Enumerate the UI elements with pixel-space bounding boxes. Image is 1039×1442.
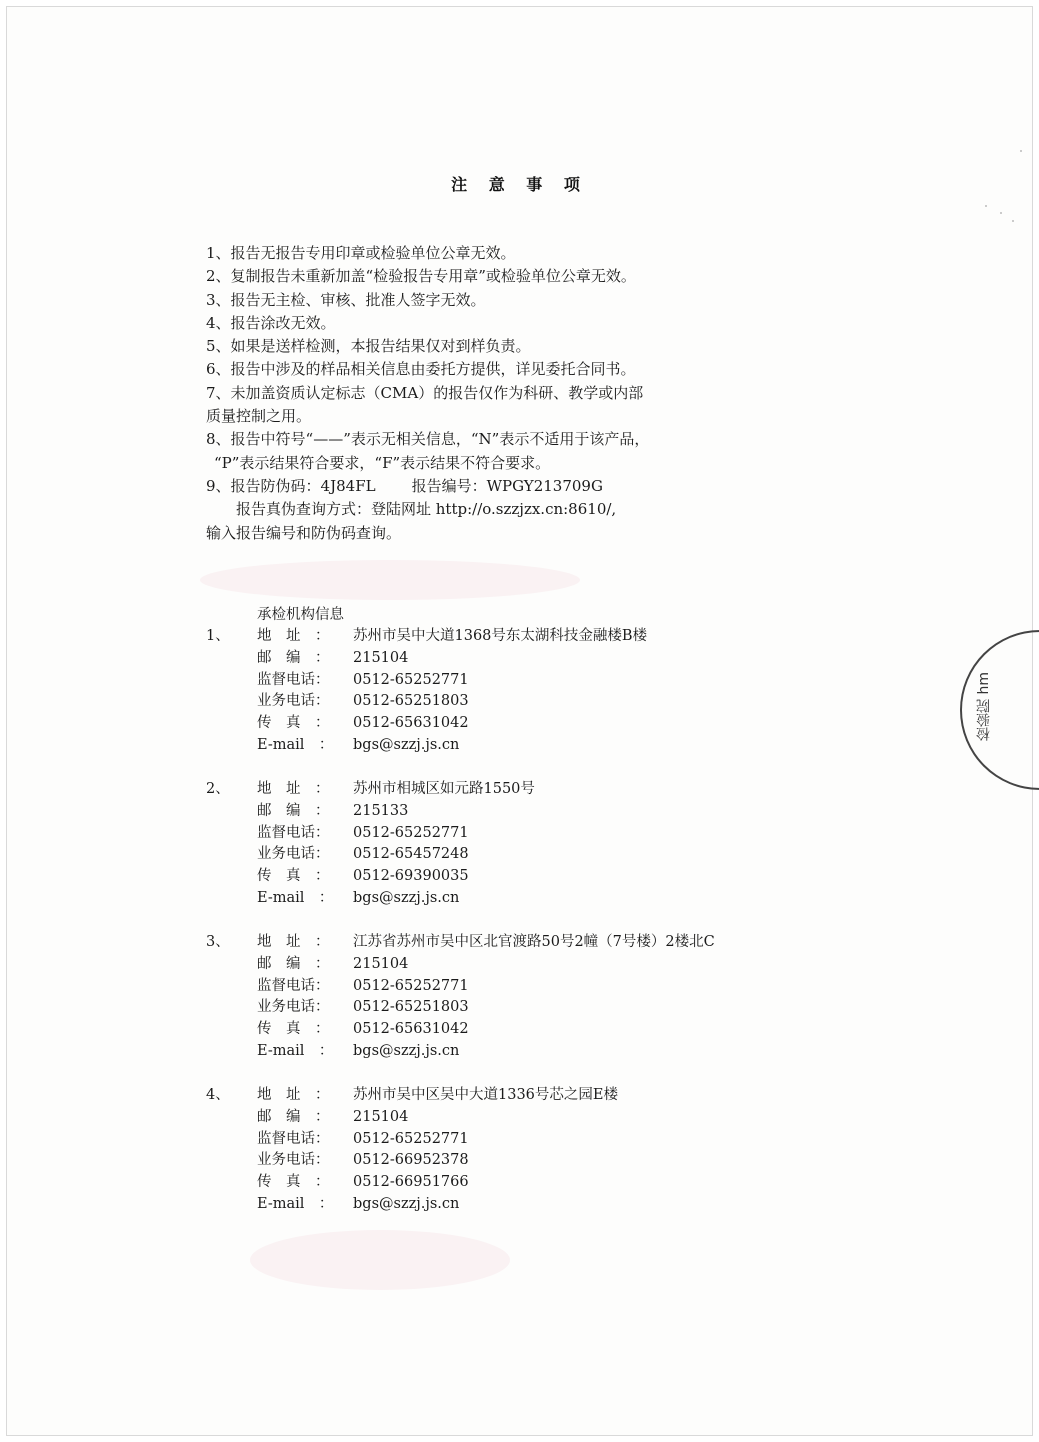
business-tel-label: 业务电话： — [257, 1152, 330, 1169]
scan-smudge — [250, 1230, 510, 1290]
notice-item-continued: 质量控制之用。 — [206, 407, 312, 426]
verification-method-continued: 输入报告编号和防伪码查询。 — [206, 523, 402, 542]
fax-label: 传 真 ： — [257, 1021, 330, 1038]
notice-item: 5、如果是送样检测，本报告结果仅对到样负责。 — [206, 337, 531, 356]
address-value: 江苏省苏州市吴中区北官渡路50号2幢（7号楼）2楼北C — [353, 934, 715, 950]
notice-item-code — [206, 475, 846, 498]
email-label: E-mail ： — [257, 889, 334, 906]
fax-label: 传 真 ： — [257, 868, 330, 885]
branch-1 — [206, 626, 846, 757]
report-number: 报告编号：WPGY213709G — [411, 476, 603, 495]
postcode-label: 邮 编 ： — [257, 802, 330, 819]
notice-item: 3、报告无主检、审核、批准人签字无效。 — [206, 290, 486, 309]
fax-label: 传 真 ： — [257, 715, 330, 732]
business-tel-value: 0512-65251803 — [353, 693, 469, 710]
address-value: 苏州市相城区如元路1550号 — [353, 781, 535, 797]
supervise-tel-value: 0512-65252771 — [353, 671, 469, 688]
supervise-tel-label: 监督电话： — [257, 824, 330, 841]
supervise-tel-label: 监督电话： — [257, 1130, 330, 1147]
postcode-label: 邮 编 ： — [257, 1108, 330, 1125]
branch-number: 2、 — [206, 781, 230, 797]
scan-speck — [1012, 220, 1014, 222]
branch-number: 1、 — [206, 628, 230, 644]
notice-item: 2、复制报告未重新加盖“检验报告专用章”或检验单位公章无效。 — [206, 267, 636, 286]
branch-4 — [206, 1085, 846, 1216]
fax-value: 0512-65631042 — [353, 715, 469, 732]
scan-speck — [985, 205, 987, 207]
notice-item: 8、报告中符号“——”表示无相关信息，“N”表示不适用于该产品， — [206, 430, 650, 449]
email-label: E-mail ： — [257, 736, 334, 753]
notice-item: 6、报告中涉及的样品相关信息由委托方提供，详见委托合同书。 — [206, 360, 636, 379]
org-info-title: 承检机构信息 — [257, 607, 344, 623]
supervise-tel-label: 监督电话： — [257, 671, 330, 688]
address-label: 地 址 ： — [257, 781, 330, 797]
anti-counterfeit-code: 9、报告防伪码：4J84FL — [206, 476, 376, 495]
postcode-label: 邮 编 ： — [257, 649, 330, 666]
supervise-tel-label: 监督电话： — [257, 977, 330, 994]
business-tel-label: 业务电话： — [257, 999, 330, 1016]
business-tel-label: 业务电话： — [257, 846, 330, 863]
business-tel-label: 业务电话： — [257, 693, 330, 710]
postcode-value: 215104 — [353, 649, 409, 666]
email-label: E-mail ： — [257, 1195, 334, 1212]
email-value: bgs@szzj.js.cn — [353, 1042, 460, 1059]
fax-value: 0512-66951766 — [353, 1174, 469, 1191]
branch-3 — [206, 932, 846, 1063]
postcode-value: 215104 — [353, 955, 409, 972]
address-label: 地 址 ： — [257, 628, 330, 644]
notice-item: 1、报告无报告专用印章或检验单位公章无效。 — [206, 244, 516, 262]
scan-speck — [1000, 212, 1002, 214]
fax-value: 0512-65631042 — [353, 1021, 469, 1038]
email-label: E-mail ： — [257, 1042, 334, 1059]
notice-list — [206, 242, 846, 545]
branch-number: 4、 — [206, 1087, 230, 1103]
branch-2 — [206, 779, 846, 910]
address-value: 苏州市吴中大道1368号东太湖科技金融楼B楼 — [353, 628, 648, 644]
business-tel-value: 0512-66952378 — [353, 1152, 469, 1169]
email-value: bgs@szzj.js.cn — [353, 1195, 460, 1212]
email-value: bgs@szzj.js.cn — [353, 736, 460, 753]
supervise-tel-value: 0512-65252771 — [353, 1130, 469, 1147]
postcode-value: 215133 — [353, 802, 409, 819]
notice-item: 7、未加盖资质认定标志（CMA）的报告仅作为科研、教学或内部 — [206, 383, 644, 402]
scan-smudge — [200, 560, 580, 600]
address-value: 苏州市吴中区吴中大道1336号芯之园E楼 — [353, 1087, 618, 1103]
supervise-tel-value: 0512-65252771 — [353, 977, 469, 994]
email-value: bgs@szzj.js.cn — [353, 889, 460, 906]
fax-label: 传 真 ： — [257, 1174, 330, 1191]
supervise-tel-value: 0512-65252771 — [353, 824, 469, 841]
postcode-value: 215104 — [353, 1108, 409, 1125]
address-label: 地 址 ： — [257, 934, 330, 950]
address-label: 地 址 ： — [257, 1087, 330, 1103]
verification-method: 报告真伪查询方式：登陆网址 http://o.szzjzx.cn:8610/, — [236, 500, 617, 519]
fax-value: 0512-69390035 — [353, 868, 469, 885]
business-tel-value: 0512-65251803 — [353, 999, 469, 1016]
notice-item: 4、报告涂改无效。 — [206, 313, 336, 332]
postcode-label: 邮 编 ： — [257, 955, 330, 972]
page-title: 注 意 事 项 — [451, 175, 588, 194]
branch-number: 3、 — [206, 934, 230, 950]
seal-text: 检验院 hm — [976, 672, 992, 741]
notice-item-continued: “P”表示结果符合要求，“F”表示结果不符合要求。 — [214, 453, 551, 472]
business-tel-value: 0512-65457248 — [353, 846, 469, 863]
scan-speck — [1020, 150, 1022, 152]
